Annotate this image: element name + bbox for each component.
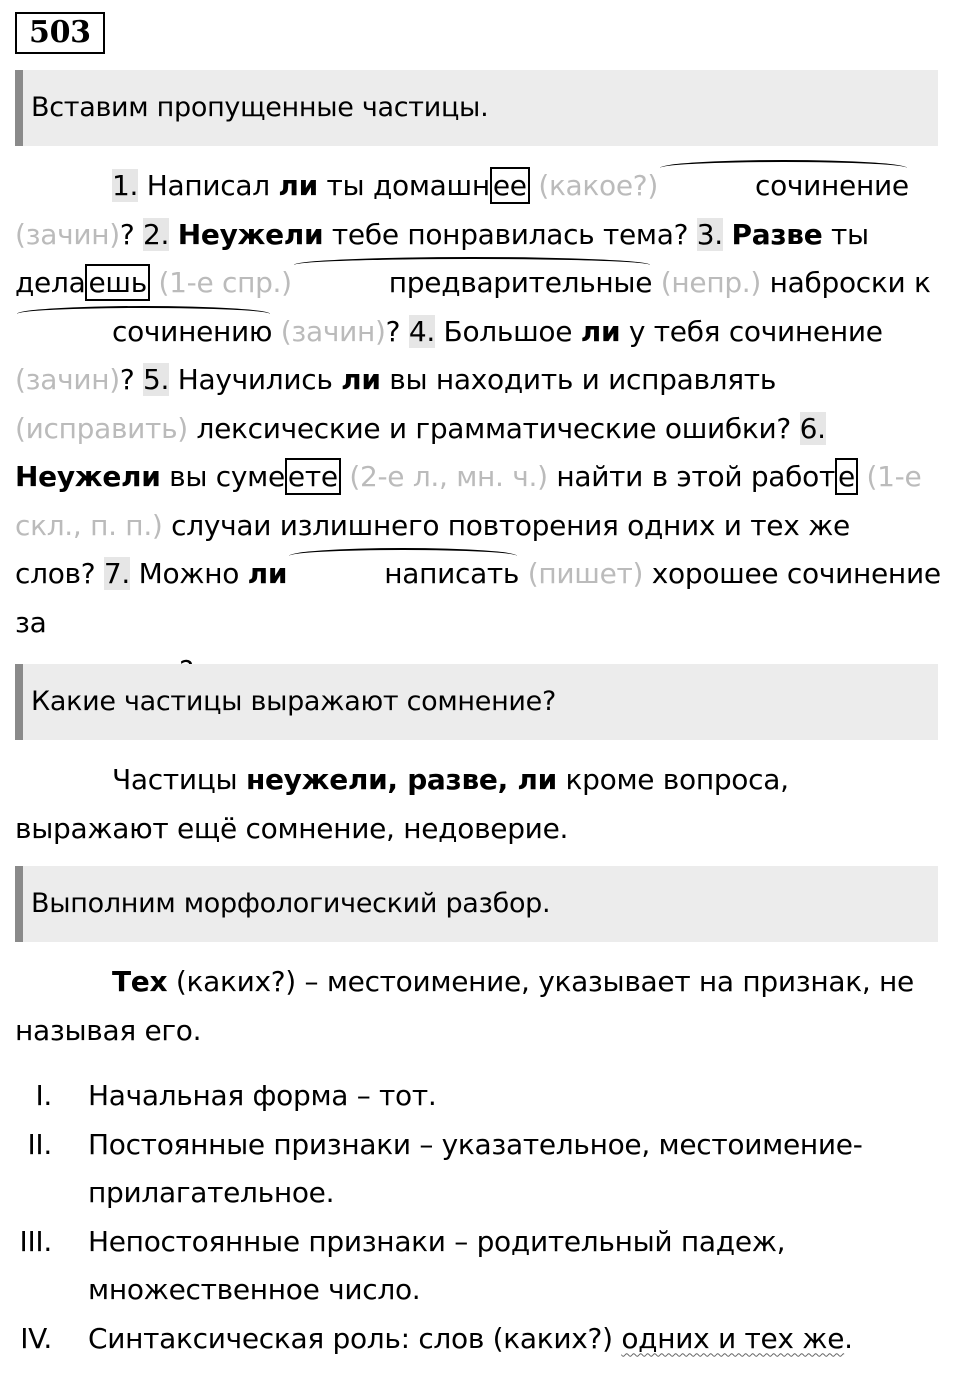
particle: ли bbox=[247, 557, 288, 590]
particle: ли bbox=[341, 363, 381, 396]
roman-numeral: III. bbox=[19, 1224, 52, 1258]
section-heading-morphological-analysis: Выполним морфологический разбор. bbox=[15, 866, 938, 942]
hint: (пишет) bbox=[519, 557, 644, 590]
particle: Неужели bbox=[177, 217, 324, 251]
exercise-number: 503 bbox=[15, 12, 105, 54]
hint: (1-е bbox=[857, 460, 922, 493]
list-item: III. Непостоянные признаки – родительный падеж, множественное число. bbox=[0, 1218, 960, 1315]
particle: Разве bbox=[731, 217, 823, 251]
analysis-intro: Тех (каких?) – местоимение, указывает на признак, не называя его. bbox=[15, 965, 914, 1047]
sentence-number: 2. bbox=[143, 217, 170, 251]
hint: (зачин) bbox=[272, 314, 386, 348]
answer-paragraph: Частицы неужели, разве, ли кроме вопроса, выражают ещё сомнение, недоверие. bbox=[15, 763, 789, 845]
roman-numeral: IV. bbox=[20, 1321, 52, 1355]
sentence-number: 7. bbox=[103, 557, 131, 590]
root-arc: сочинению bbox=[15, 308, 272, 357]
hint: (какое?) bbox=[529, 169, 658, 202]
particle: ли bbox=[278, 169, 318, 202]
analyzed-word: Тех bbox=[112, 965, 168, 998]
section-heading-doubt-particles: Какие частицы выражают сомнение? bbox=[15, 664, 938, 740]
exercise-text: 1. Написал ли ты домашн ее (какое?) сочинение (зачин)? 2. Неужели тебе понравилась тема? 3. Разве ты дела ешь (1-е спр.) предварительные (непр.) наброски к сочинению (зачин)? 4. Большое ли у тебя сочинение (зачин)? 5. Научились ли вы находить и исправлять (исправить) лексические и грамматические ошибки? 6. Неужели вы суме ете (2-е л., мн. ч.) найти в этой работ е (1-е скл., п. п.) случаи излишнего повторения одних и тех же слов? 7. Можно ли написать (пишет) хорошее сочинение за bbox=[15, 162, 945, 696]
wavy-underlined-words: одних и тех же bbox=[621, 1321, 845, 1355]
root-arc: сочинение bbox=[658, 162, 909, 211]
root-arc: предварительные bbox=[292, 259, 652, 308]
hint: (зачин) bbox=[15, 217, 120, 251]
hint: (исправить) bbox=[15, 411, 188, 445]
ending-box: ешь bbox=[85, 264, 149, 301]
particle: ли bbox=[580, 314, 621, 348]
particle: Неужели bbox=[15, 460, 161, 493]
section-heading-insert-particles: Вставим пропущенные частицы. bbox=[15, 70, 938, 146]
hint: (зачин) bbox=[15, 363, 120, 396]
sentence-number: 4. bbox=[408, 314, 435, 348]
ending-box: е bbox=[835, 458, 858, 495]
list-item: I. Начальная форма – тот. bbox=[0, 1072, 960, 1121]
sentence-number: 3. bbox=[696, 217, 723, 251]
ending-box: ее bbox=[490, 167, 530, 204]
hint: (1-е спр.) bbox=[149, 266, 292, 299]
ending-box: ете bbox=[285, 458, 341, 495]
hint: (2-е л., мн. ч.) bbox=[340, 460, 548, 493]
sentence-number: 5. bbox=[143, 363, 170, 396]
particles-list: неужели, разве, ли bbox=[245, 763, 557, 796]
list-item: II. Постоянные признаки – указательное, местоимение-прилагательное. bbox=[0, 1121, 960, 1218]
analysis-list bbox=[0, 1072, 960, 1363]
sentence-number: 1. bbox=[112, 169, 139, 202]
roman-numeral: II. bbox=[27, 1127, 52, 1161]
hint: скл., п. п.) bbox=[15, 508, 163, 542]
hint: (непр.) bbox=[652, 266, 762, 299]
root-arc: написать bbox=[287, 550, 519, 599]
roman-numeral: I. bbox=[35, 1079, 52, 1112]
sentence-number: 6. bbox=[799, 411, 826, 445]
list-item: IV. Синтаксическая роль: слов (каких?) одних и тех же. bbox=[0, 1315, 960, 1364]
